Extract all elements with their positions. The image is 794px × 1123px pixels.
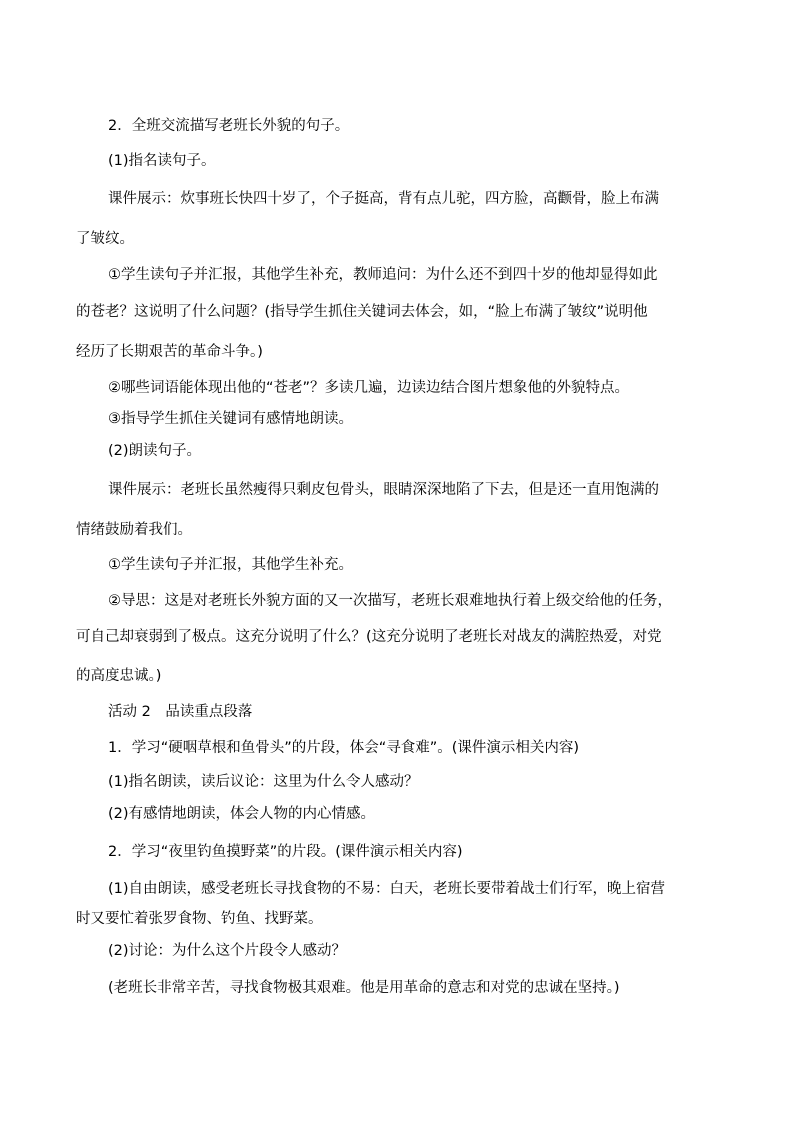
text-line: 1．学习“硬咽草根和鱼骨头”的片段，体会“寻食难”。(课件演示相关内容) <box>108 740 580 756</box>
text-line: 2．学习“夜里钓鱼摸野菜”的片段。(课件演示相关内容) <box>108 844 463 860</box>
text-line: ③指导学生抓住关键词有感情地朗读。 <box>108 411 353 427</box>
text-line: 时又要忙着张罗食物、钓鱼、找野菜。 <box>76 911 323 927</box>
text-line: 经历了长期艰苦的革命斗争。) <box>76 344 263 360</box>
text-line: (1)指名朗读，读后议论：这里为什么令人感动？ <box>108 774 419 790</box>
text-line: 的高度忠诚。) <box>76 668 162 684</box>
text-line: 的苍老？这说明了什么问题？(指导学生抓住关键词去体会，如，“脸上布满了皱纹”说明他 <box>76 304 648 320</box>
text-line: (2)有感情地朗读，体会人物的内心情感。 <box>108 806 376 822</box>
text-line: (1)自由朗读，感受老班长寻找食物的不易：白天，老班长要带着战士们行军，晚上宿营 <box>108 881 666 897</box>
text-line: ②导思：这是对老班长外貌方面的又一次描写，老班长艰难地执行着上级交给他的任务， <box>108 593 672 609</box>
text-line: (老班长非常辛苦，寻找食物极其艰难。他是用革命的意志和对党的忠诚在坚持。) <box>108 980 620 996</box>
text-line: 课件展示：炊事班长快四十岁了，个子挺高，背有点儿驼，四方脸，高颧骨，脸上布满 <box>108 191 659 207</box>
text-line: 课件展示：老班长虽然瘦得只剩皮包骨头，眼睛深深地陷了下去，但是还一直用饱满的 <box>108 482 659 498</box>
section-heading: 活动 2 品读重点段落 <box>108 704 253 720</box>
text-line: ①学生读句子并汇报，其他学生补充，教师追问：为什么还不到四十岁的他却显得如此 <box>108 267 658 283</box>
text-line: ②哪些词语能体现出他的“苍老”？多读几遍，边读边结合图片想象他的外貌特点。 <box>108 380 630 396</box>
text-line: (2)朗读句子。 <box>108 443 202 459</box>
text-line: 了皱纹。 <box>76 231 134 247</box>
text-line: (2)讨论：为什么这个片段令人感动？ <box>108 943 347 959</box>
text-line: 2．全班交流描写老班长外貌的句子。 <box>108 118 350 134</box>
text-line: 可自己却衰弱到了极点。这充分说明了什么？(这充分说明了老班长对战友的满腔热爱，对党 <box>76 629 662 645</box>
text-line: (1)指名读句子。 <box>108 153 216 169</box>
text-line: ①学生读句子并汇报，其他学生补充。 <box>108 557 353 573</box>
text-line: 情绪鼓励着我们。 <box>76 522 192 538</box>
